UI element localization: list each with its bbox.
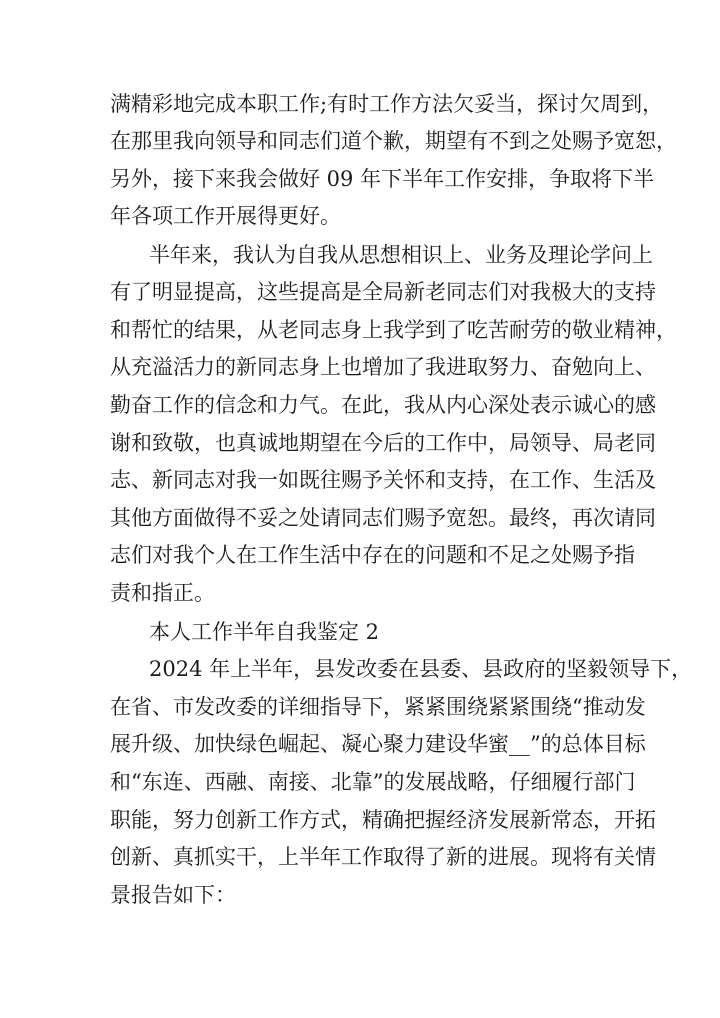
paragraph-line: 和“东连、西融、南接、北靠”的发展战略，仔细履行部门 [110, 770, 636, 794]
paragraph-line: 其他方面做得不妥之处请同志们赐予宽恕。最终，再次请同 [110, 506, 656, 530]
paragraph-line: 另外，接下来我会做好 09 年下半年工作安排，争取将下半 [110, 167, 655, 191]
paragraph-line: 在那里我向领导和同志们道个歉，期望有不到之处赐予宽恕， [110, 129, 677, 153]
paragraph-line: 在省、市发改委的详细指导下，紧紧围绕紧紧围绕“推动发 [110, 695, 646, 719]
paragraph-line: 职能，努力创新工作方式，精确把握经济发展新常态，开拓 [110, 808, 656, 832]
paragraph-line: 志、新同志对我一如既往赐予关怀和支持，在工作、生活及 [110, 468, 656, 492]
paragraph-line: 年各项工作开展得更好。 [110, 204, 341, 228]
paragraph-line: 志们对我个人在工作生活中存在的问题和不足之处赐予指 [110, 543, 635, 567]
section-heading: 本人工作半年自我鉴定 2 [149, 620, 380, 644]
paragraph-line: 责和指正。 [110, 581, 215, 605]
paragraph-line: 创新、真抓实干，上半年工作取得了新的进展。现将有关情 [110, 845, 656, 869]
paragraph-line: 勤奋工作的信念和力气。在此，我从内心深处表示诚心的感 [110, 393, 656, 417]
paragraph-line: 和帮忙的结果，从老同志身上我学到了吃苦耐劳的敬业精神， [110, 318, 677, 342]
paragraph-first-line: 2024 年上半年，县发改委在县委、县政府的坚毅领导下， [149, 657, 693, 681]
paragraph-line: 从充溢活力的新同志身上也增加了我进取努力、奋勉向上、 [110, 355, 656, 379]
paragraph-line: 景报告如下： [110, 883, 236, 907]
paragraph-line: 满精彩地完成本职工作;有时工作方法欠妥当，探讨欠周到， [110, 92, 664, 116]
paragraph-line: 展升级、加快绿色崛起、凝心聚力建设华蜜__”的总体目标 [110, 732, 646, 756]
paragraph-line: 有了明显提高，这些提高是全局新老同志们对我极大的支持 [110, 280, 656, 304]
paragraph-first-line: 半年来，我认为自我从思想相识上、业务及理论学问上 [149, 243, 653, 267]
paragraph-line: 谢和致敬，也真诚地期望在今后的工作中，局领导、局老同 [110, 431, 656, 455]
